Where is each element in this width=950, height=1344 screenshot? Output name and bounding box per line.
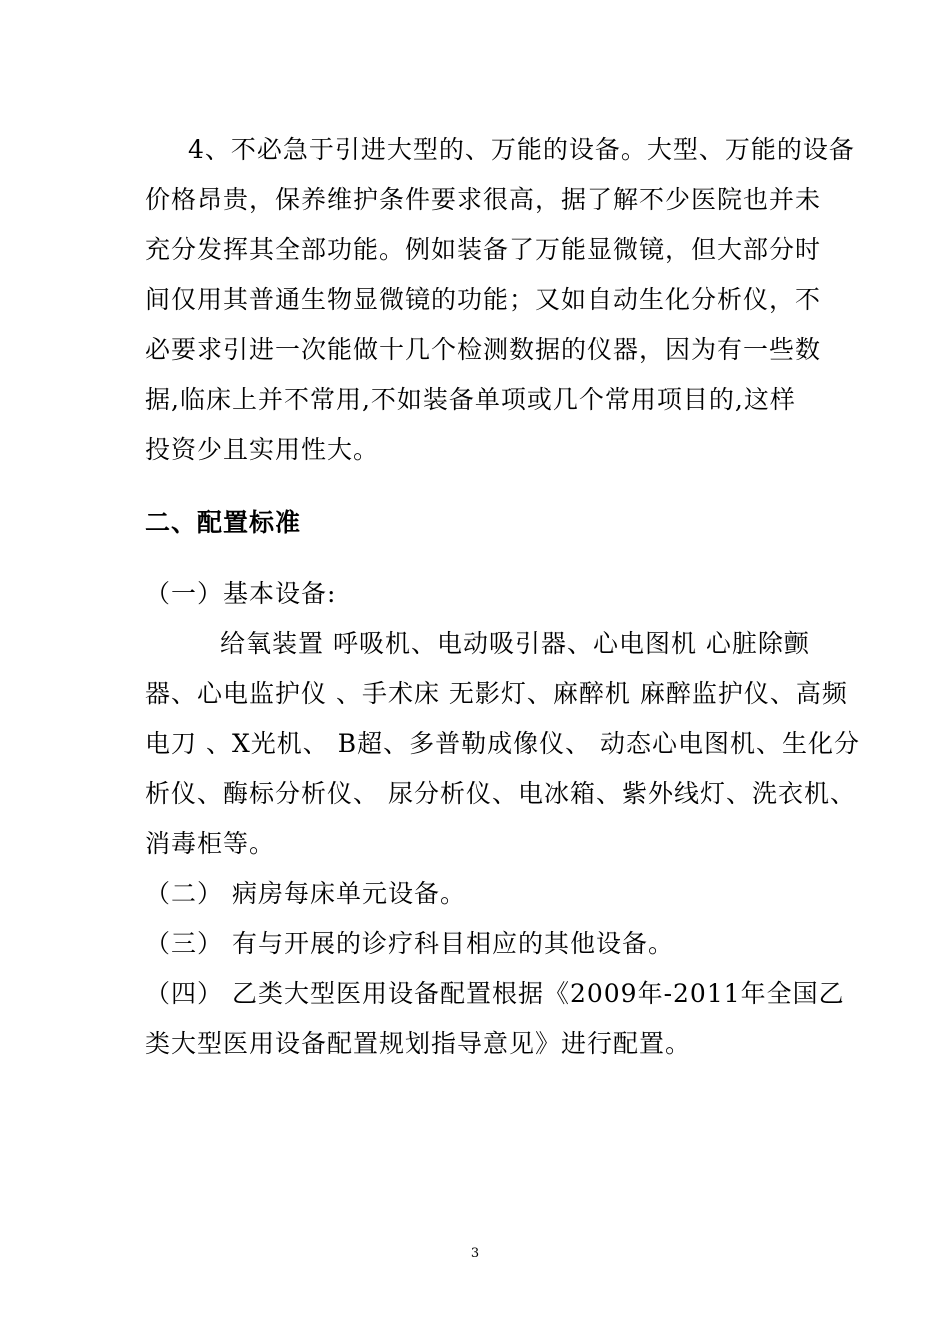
subsection-title: （一）基本设备: (145, 579, 337, 608)
paragraph-line: 据,临床上并不常用,不如装备单项或几个常用项目的,这样 (145, 385, 796, 414)
page-number: 3 (470, 1246, 480, 1261)
equipment-line: 器、心电监护仪 、手术床 无影灯、麻醉机 麻醉监护仪、高频 (145, 679, 848, 708)
equipment-line: 电刀 、X光机、 B超、多普勒成像仪、 动态心电图机、生化分 (145, 729, 861, 758)
paragraph-line: 间仅用其普通生物显微镜的功能；又如自动生化分析仪，不 (145, 285, 822, 314)
section-heading: 二、配置标准 (145, 508, 302, 537)
list-item: （三） 有与开展的诊疗科目相应的其他设备。 (145, 929, 674, 958)
list-item: 类大型医用设备配置规划指导意见》进行配置。 (145, 1029, 692, 1058)
paragraph-line: 投资少且实用性大。 (145, 435, 380, 464)
paragraph-line: 价格昂贵，保养维护条件要求很高，据了解不少医院也并未 (145, 185, 822, 214)
equipment-line: 析仪、酶标分析仪、 尿分析仪、电冰箱、紫外线灯、洗衣机、 (145, 779, 856, 808)
list-item: （二） 病房每床单元设备。 (145, 879, 466, 908)
paragraph-line: 必要求引进一次能做十几个检测数据的仪器，因为有一些数 (145, 335, 822, 364)
equipment-line: 消毒柜等。 (145, 829, 276, 858)
equipment-line: 给氧装置 呼吸机、电动吸引器、心电图机 心脏除颤 (220, 629, 810, 658)
list-item: （四） 乙类大型医用设备配置根据《2009年-2011年全国乙 (145, 979, 845, 1008)
paragraph-line: 4、不必急于引进大型的、万能的设备。大型、万能的设备 (188, 135, 855, 164)
paragraph-line: 充分发挥其全部功能。例如装备了万能显微镜，但大部分时 (145, 235, 822, 264)
